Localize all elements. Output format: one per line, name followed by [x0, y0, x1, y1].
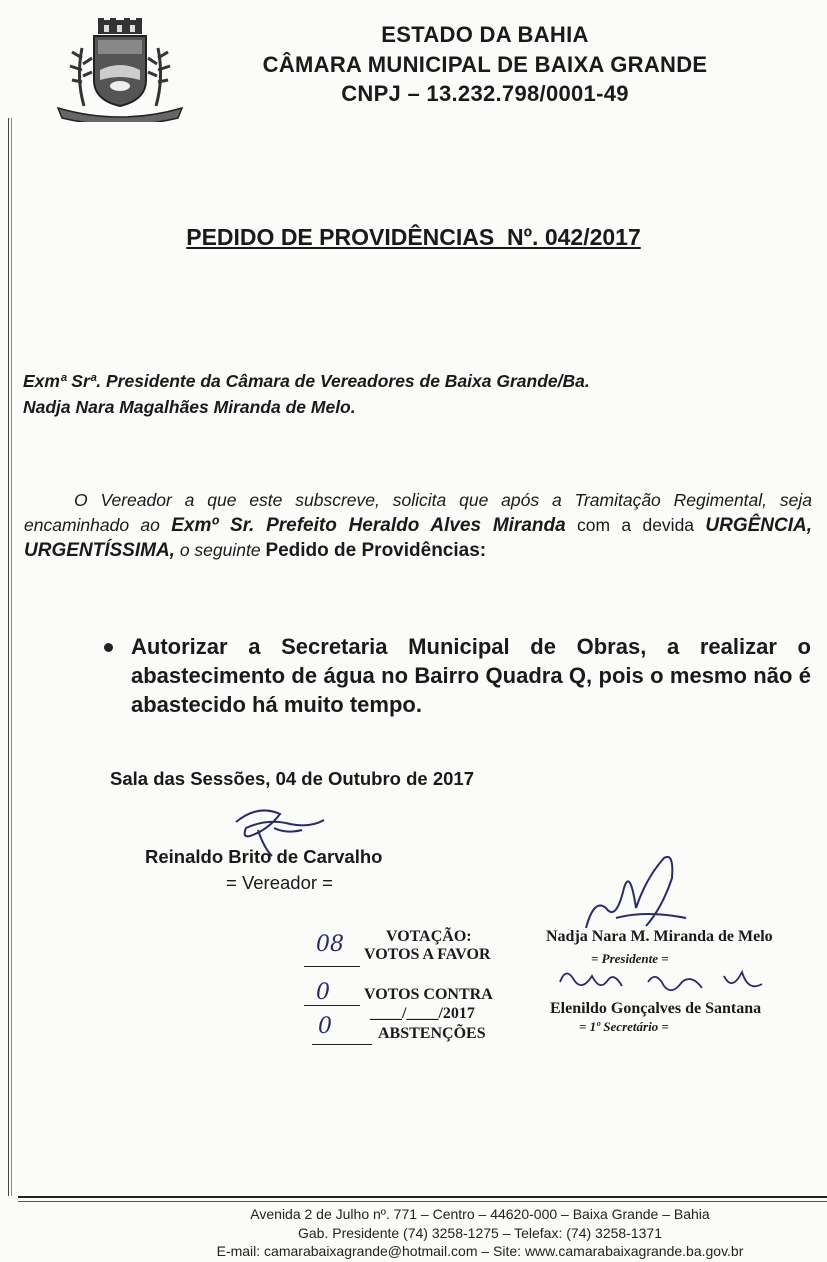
request-paragraph	[24, 488, 812, 563]
body-bold-mayor: Exmº Sr. Prefeito Heraldo Alves Miranda	[171, 515, 566, 536]
votes-favor-label: VOTOS A FAVOR	[364, 946, 491, 963]
votes-contra-label: VOTOS CONTRA	[364, 986, 493, 1003]
votes-favor-line	[304, 966, 360, 967]
addressee-line-2: Nadja Nara Magalhães Miranda de Melo.	[23, 397, 356, 417]
footer-rule	[18, 1196, 827, 1198]
footer-contact: E-mail: camarabaixagrande@hotmail.com – Site: www.camarabaixagrande.ba.gov.br	[216, 1243, 744, 1259]
body-bold-pedido: Pedido de Providências:	[265, 540, 487, 561]
votes-contra-value: 0	[316, 980, 330, 1005]
president-name: Nadja Nara M. Miranda de Melo	[546, 928, 773, 945]
document-title	[0, 224, 827, 251]
header-cnpj: CNPJ – 13.232.798/0001-49	[341, 81, 629, 106]
coat-of-arms-icon	[54, 18, 186, 122]
bullet-icon	[104, 643, 113, 652]
votes-contra-line	[304, 1005, 360, 1006]
page-border-left-inner	[11, 118, 12, 1196]
secretary-name: Elenildo Gonçalves de Santana	[550, 1000, 762, 1017]
session-date: Sala das Sessões, 04 de Outubro de 2017	[110, 768, 475, 789]
request-item: Autorizar a Secretaria Municipal de Obras, a realizar o abastecimento de água no Bairro Quadra Q, pois o mesmo não é abastecido há muito tempo.	[131, 634, 811, 717]
body-part-1: O Vereador a que este subscreve, solicita que após a Tramitação Regimental, seja encaminhado ao	[24, 490, 812, 535]
footer-phones: Gab. Presidente (74) 3258-1275 – Telefax: (74) 3258-1371	[298, 1225, 662, 1241]
president-role: = Presidente =	[591, 951, 669, 966]
abstentions-value: 0	[318, 1014, 332, 1039]
secretary-role: = 1º Secretário =	[579, 1019, 669, 1034]
voting-date: ____/____/2017	[370, 1005, 475, 1022]
document-title-text: PEDIDO DE PROVIDÊNCIAS Nº. 042/2017	[186, 224, 641, 250]
page-border-left	[8, 118, 9, 1196]
abstentions-label: ABSTENÇÕES	[378, 1025, 486, 1042]
footer-rule-thin	[18, 1201, 827, 1202]
councilor-role: = Vereador =	[226, 872, 333, 893]
body-part-3: o seguinte	[174, 540, 266, 560]
addressee-line-1: Exmª Srª. Presidente da Câmara de Vereadores de Baixa Grande/Ba.	[23, 371, 590, 391]
footer-address: Avenida 2 de Julho nº. 771 – Centro – 44620-000 – Baixa Grande – Bahia	[250, 1206, 710, 1222]
abstentions-line	[312, 1044, 372, 1045]
body-part-2: com a devida	[565, 515, 706, 535]
president-signature-icon	[576, 848, 696, 938]
votes-favor-value: 08	[316, 932, 344, 957]
header-chamber: CÂMARA MUNICIPAL DE BAIXA GRANDE	[262, 52, 708, 77]
voting-title: VOTAÇÃO:	[386, 928, 472, 945]
header-state: ESTADO DA BAHIA	[381, 22, 589, 47]
body-bold-urgency: URGÊNCIA, URGENTÍSSIMA,	[24, 515, 812, 561]
councilor-name: Reinaldo Brito de Carvalho	[145, 846, 383, 867]
